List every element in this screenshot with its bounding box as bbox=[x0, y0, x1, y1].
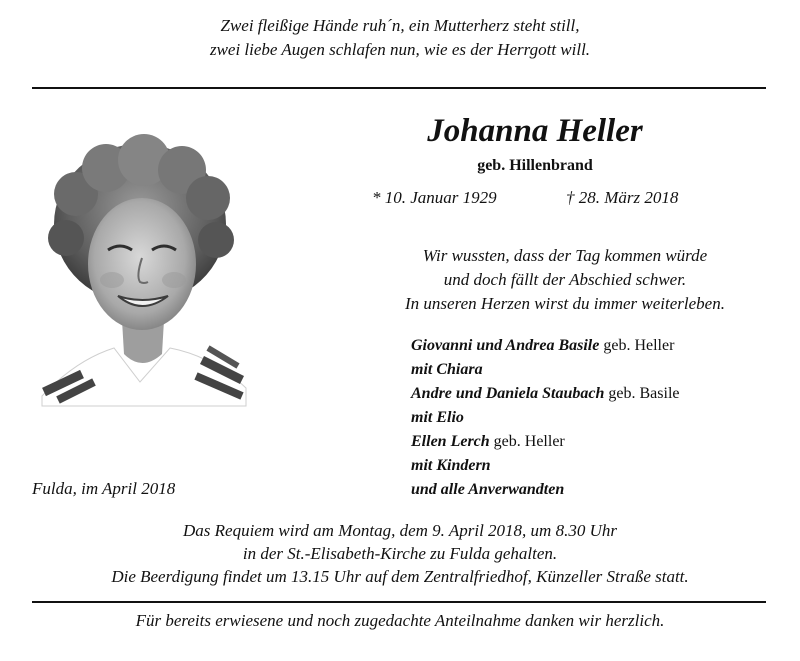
portrait-photo bbox=[36, 134, 248, 412]
deceased-name: Johanna Heller bbox=[427, 113, 643, 149]
mourner-row bbox=[411, 334, 679, 358]
farewell-quote bbox=[360, 244, 770, 316]
verse-line-2: zwei liebe Augen schlafen nun, wie es der Herrgott will. bbox=[209, 40, 591, 59]
mourner-row bbox=[411, 406, 679, 430]
birth-date: * 10. Januar 1929 bbox=[372, 188, 497, 207]
place-date: Fulda, im April 2018 bbox=[32, 479, 176, 498]
top-divider bbox=[32, 87, 766, 89]
mourner-row bbox=[411, 382, 679, 406]
bottom-divider bbox=[32, 601, 766, 603]
mourner-name: Ellen Lerch bbox=[411, 433, 490, 450]
mourner-name: und alle Anverwandten bbox=[411, 481, 565, 498]
mourner-suffix: geb. Heller bbox=[489, 433, 565, 450]
opening-verse bbox=[0, 14, 800, 62]
mourner-row bbox=[411, 478, 679, 502]
mourner-name: Giovanni und Andrea Basile bbox=[411, 337, 600, 354]
quote-line-1: Wir wussten, dass der Tag kommen würde bbox=[422, 246, 708, 265]
maiden-name: geb. Hillenbrand bbox=[477, 157, 593, 174]
mourner-row bbox=[411, 430, 679, 454]
death-date: † 28. März 2018 bbox=[566, 188, 679, 207]
mourner-name: mit Chiara bbox=[411, 361, 483, 378]
mourner-name: Andre und Daniela Staubach bbox=[411, 385, 605, 402]
thanks-note: Für bereits erwiesene und noch zugedachte Anteilnahme danken wir herzlich. bbox=[135, 611, 665, 630]
quote-line-2: und doch fällt der Abschied schwer. bbox=[443, 270, 687, 289]
mourner-row bbox=[411, 358, 679, 382]
service-line-3: Die Beerdigung findet um 13.15 Uhr auf dem Zentralfriedhof, Künzeller Straße statt. bbox=[111, 567, 689, 586]
verse-line-1: Zwei fleißige Hände ruh´n, ein Mutterherz steht still, bbox=[220, 16, 580, 35]
mourner-suffix: geb. Basile bbox=[604, 385, 680, 402]
mourner-row bbox=[411, 454, 679, 478]
service-line-1: Das Requiem wird am Montag, dem 9. April 2018, um 8.30 Uhr bbox=[183, 521, 617, 540]
mourner-name: mit Kindern bbox=[411, 457, 491, 474]
service-info bbox=[0, 519, 800, 588]
quote-line-3: In unseren Herzen wirst du immer weiterleben. bbox=[405, 294, 725, 313]
mourner-name: mit Elio bbox=[411, 409, 464, 426]
service-line-2: in der St.-Elisabeth-Kirche zu Fulda gehalten. bbox=[242, 544, 558, 563]
mourners-list bbox=[411, 334, 679, 502]
mourner-suffix: geb. Heller bbox=[599, 337, 675, 354]
